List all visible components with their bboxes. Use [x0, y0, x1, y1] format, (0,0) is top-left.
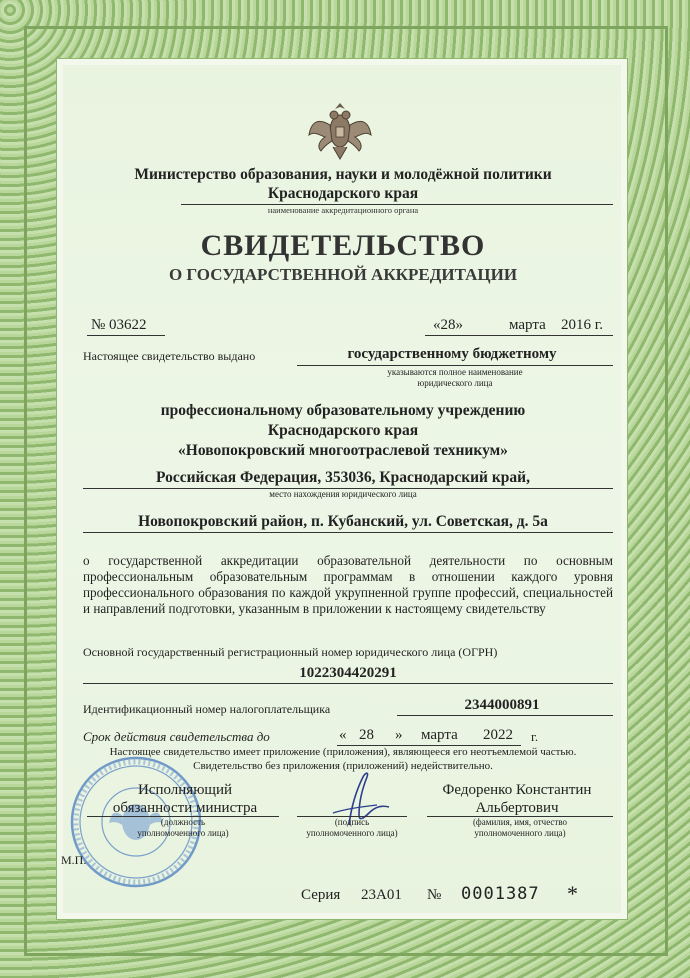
address-line2: Новопокровский район, п. Кубанский, ул. Советская, д. 5а [138, 513, 548, 530]
org-name-line: Краснодарского края [267, 422, 419, 439]
validity-year-suffix: г. [531, 729, 539, 744]
divider [83, 683, 613, 684]
validity-day: 28 [359, 727, 374, 743]
divider [397, 715, 613, 716]
name-line: Федоренко Константин [442, 782, 592, 798]
name-line: Альбертович [475, 800, 559, 816]
inn-label: Идентификационный номер налогоплательщика [83, 702, 331, 716]
signature-caption [287, 817, 417, 839]
address-line1: Российская Федерация, 353036, Краснодарский край, [156, 469, 530, 486]
address-caption: место нахождения юридического лица [269, 489, 417, 499]
caption-line: (должность [160, 817, 206, 827]
appendix-note-line1: Настоящее свидетельство имеет приложение (приложения), являющееся его неотъемлемой частью. [109, 746, 577, 758]
divider [425, 335, 613, 336]
seal-place-label: М.П. [61, 853, 87, 867]
issuing-authority-line2: Краснодарского края [267, 185, 419, 202]
validity-year: 2022 [483, 727, 513, 743]
inn-value: 2344000891 [464, 697, 540, 713]
certificate-number: № 03622 [91, 317, 147, 333]
coat-of-arms-icon [305, 95, 375, 165]
position-caption [87, 817, 279, 839]
appendix-note-line2: Свидетельство без приложения (приложений) недействительно. [193, 760, 493, 772]
blank-number-value: 0001387 [461, 884, 540, 904]
caption-line: юридического лица [417, 378, 493, 388]
ogrn-label: Основной государственный регистрационный номер юридического лица (ОГРН) [83, 645, 498, 659]
signatory-name [417, 781, 617, 817]
certificate-sheet [56, 58, 628, 920]
caption-line: указываются полное наименование [387, 367, 523, 377]
holder-name-caption [297, 367, 613, 389]
name-caption [427, 817, 613, 839]
position-line: обязанности министра [112, 800, 258, 816]
validity-label: Срок действия свидетельства до [83, 729, 270, 744]
issued-to-label: Настоящее свидетельство выдано [83, 349, 256, 363]
caption-line: (подпись [334, 817, 370, 827]
validity-quote-close: » [395, 727, 403, 743]
position-line: Исполняющий [137, 782, 233, 798]
caption-line: уполномоченного лица) [474, 828, 566, 838]
issuing-authority-line1: Министерство образования, науки и молодёжной политики [134, 166, 552, 183]
validity-quote-open: « [339, 727, 347, 743]
divider [83, 532, 613, 533]
series-label: Серия [301, 887, 341, 903]
document-subtitle: О ГОСУДАРСТВЕННОЙ АККРЕДИТАЦИИ [168, 265, 518, 284]
issue-day: «28» [433, 317, 463, 333]
issue-year: 2016 г. [561, 317, 603, 333]
series-value: 23А01 [361, 887, 402, 903]
validity-month: марта [421, 727, 458, 743]
holder-organization-name [77, 401, 609, 461]
org-name-line: профессиональному образовательному учреждению [160, 402, 526, 419]
caption-line: уполномоченного лица) [306, 828, 398, 838]
caption-line: (фамилия, имя, отчество [472, 817, 568, 827]
divider [297, 365, 613, 366]
holder-name-line1: государственному бюджетному [347, 346, 557, 362]
document-title: СВИДЕТЕЛЬСТВО [200, 229, 486, 262]
divider [87, 335, 165, 336]
blank-number-label: № [427, 887, 442, 903]
star-mark: * [567, 881, 578, 906]
authority-caption: наименование аккредитационного органа [267, 205, 419, 215]
issue-month: марта [509, 317, 546, 333]
signatory-position [87, 781, 283, 817]
org-name-line: «Новопокровский многоотраслевой техникум» [178, 442, 508, 459]
caption-line: уполномоченного лица) [137, 828, 229, 838]
accreditation-scope-text: о государственной аккредитации образовательной деятельности по основным профессиональным образовательным программам в отношении каждого уровня профессионального образования по каждой укрупненной группе профессий, специальностей и направлений подготовки, указанным в приложении к настоящему свидетельству [83, 553, 613, 616]
ogrn-value: 1022304420291 [299, 665, 397, 681]
